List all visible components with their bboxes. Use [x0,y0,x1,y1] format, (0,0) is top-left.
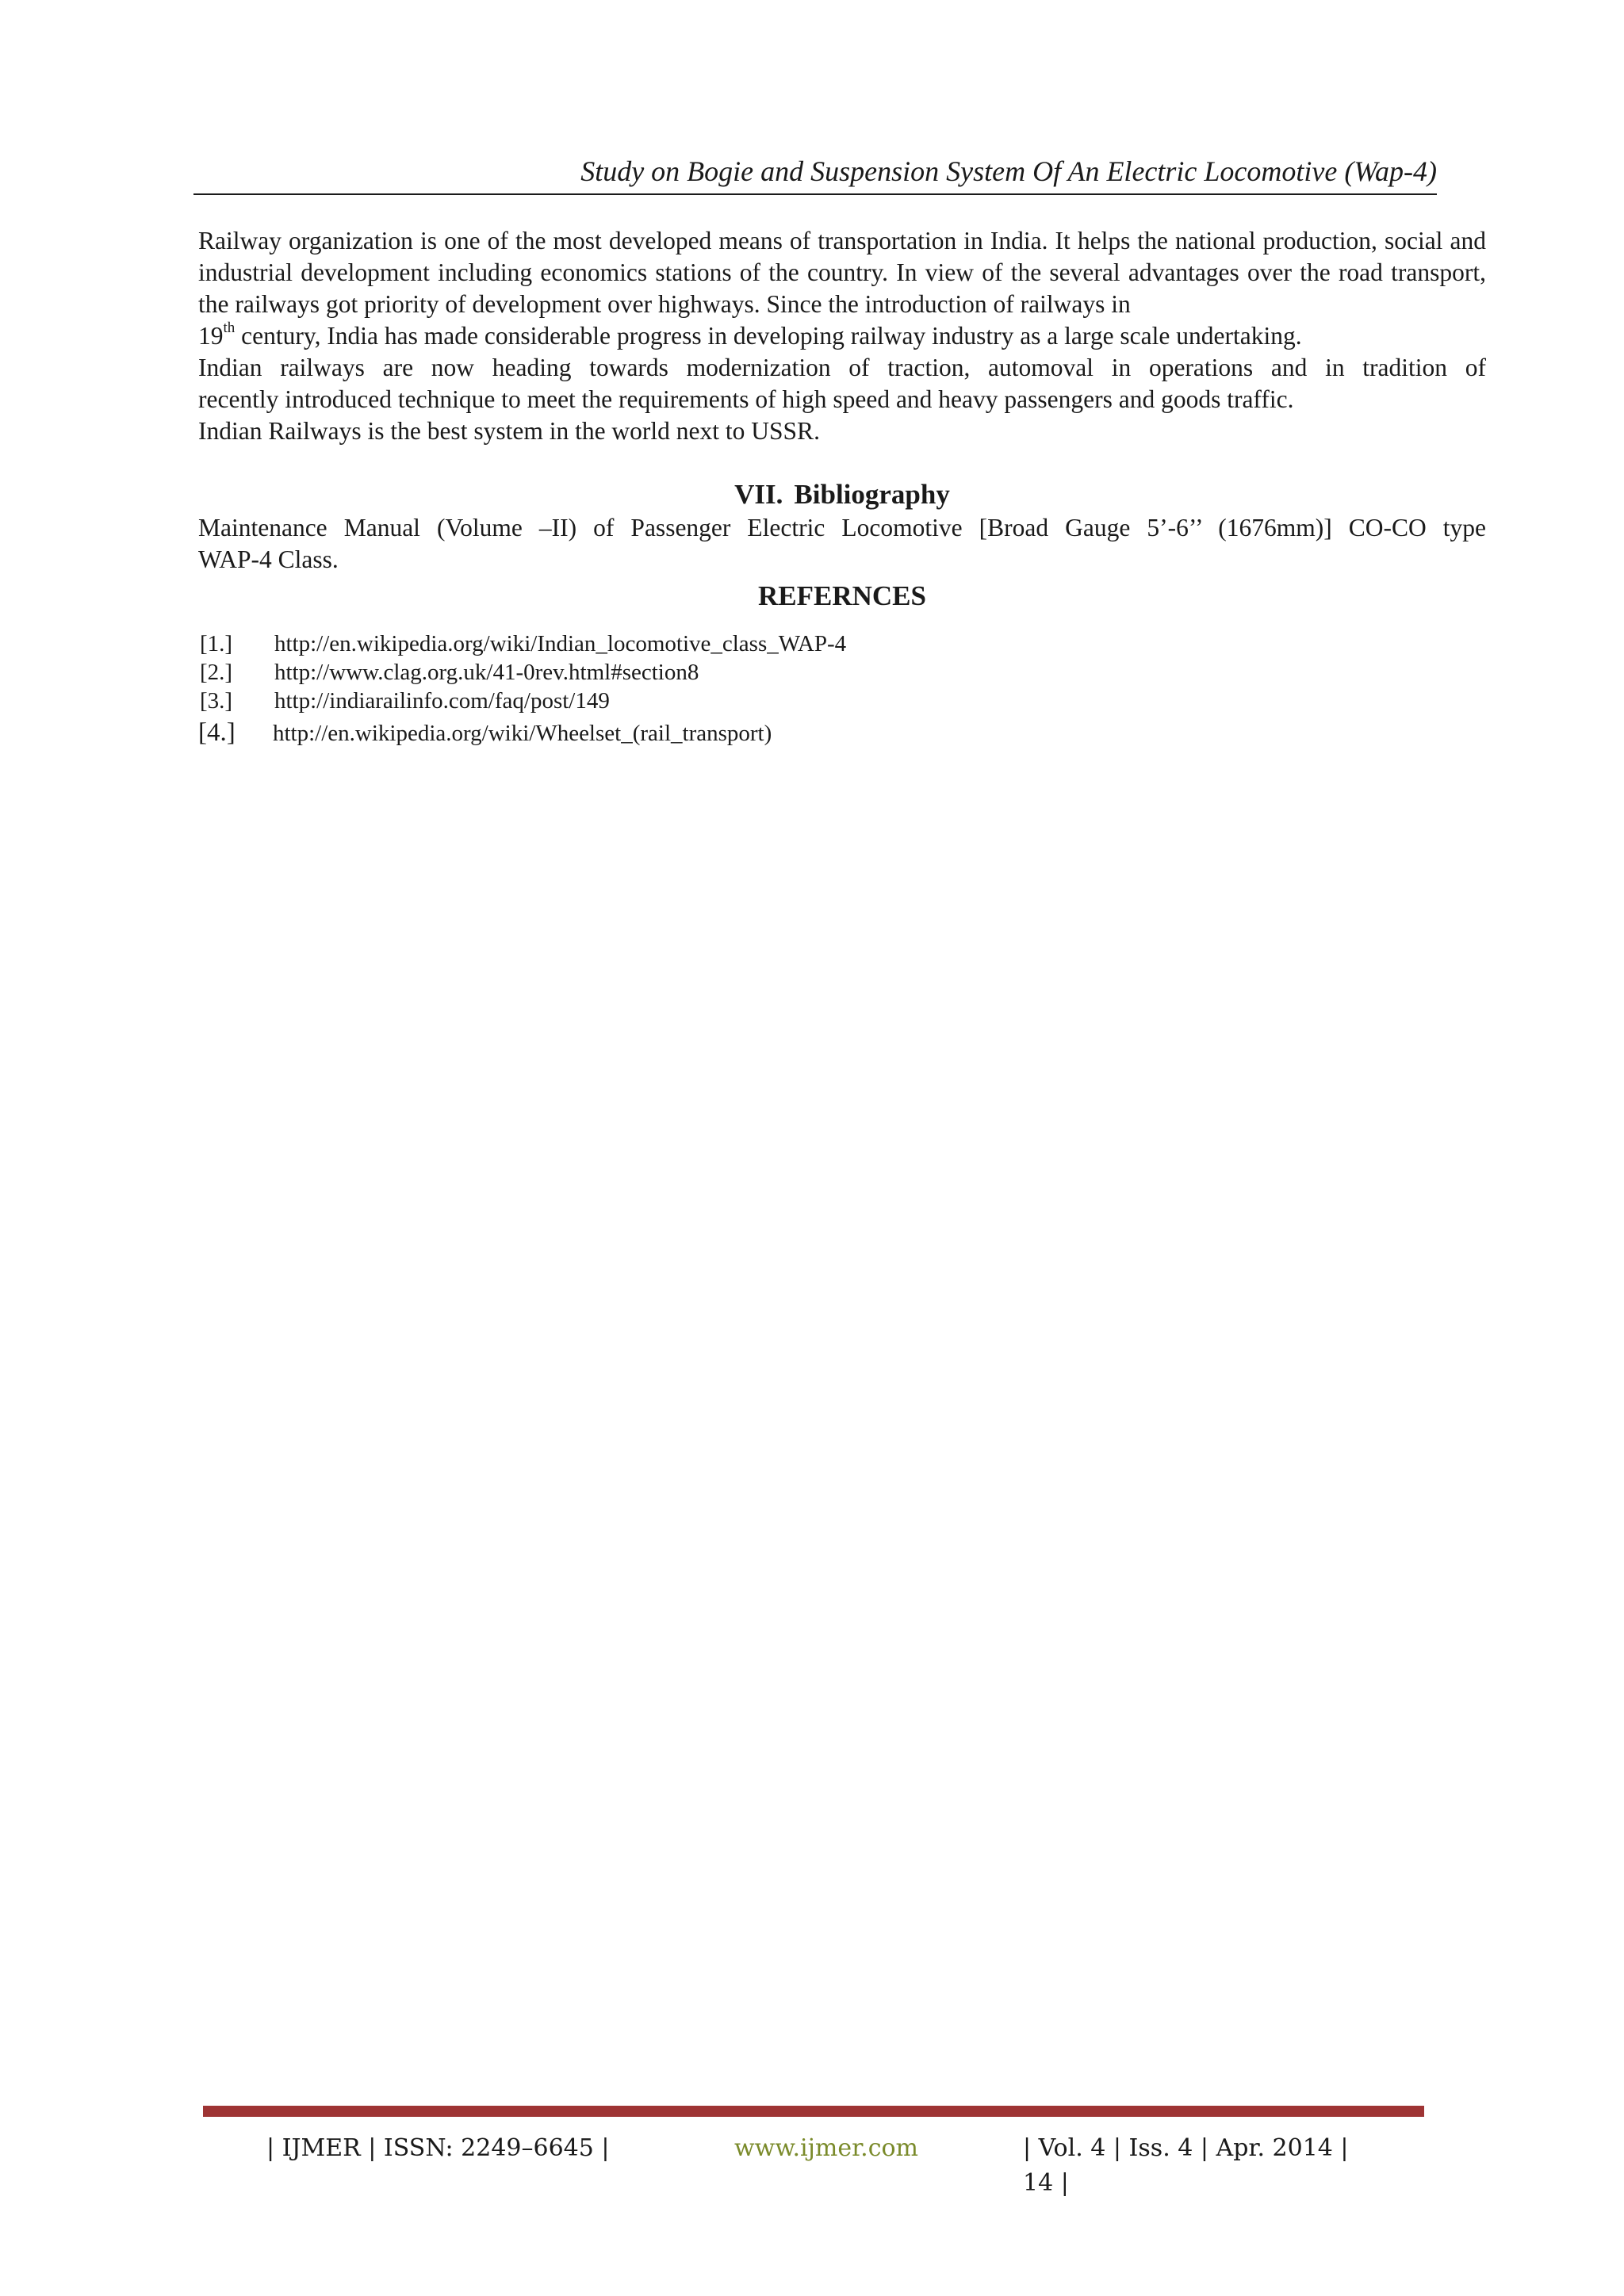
page-body [198,225,1486,748]
footer-website-link[interactable]: www.ijmer.com [734,2134,919,2162]
reference-list [198,629,1486,748]
reference-item [198,629,1486,658]
footer-journal-info: | IJMER | ISSN: 2249–6645 | [266,2134,610,2162]
reference-number: [3.] [200,688,233,714]
intro-p1-text: Railway organization is one of the most developed means of transportation in India. It helps the national production, social and industrial development including economics stations of the country. In view of the several advantages over the road transport, the railways got priority of development over highways. Since the introduction of railways in [198,227,1486,318]
intro-paragraph-1 [198,225,1486,352]
intro-p2-text: Indian railways are now heading towards modernization of traction, automoval in operations and in tradition of [198,354,1486,381]
bibliography-heading [198,477,1486,512]
intro-p1-num: 19 [198,322,224,350]
reference-link[interactable]: http://indiarailinfo.com/faq/post/149 [274,688,610,714]
intro-p2-tail: recently introduced technique to meet the requirements of high speed and heavy passengers and goods traffic. [198,385,1294,413]
header-rule [193,193,1437,195]
reference-link[interactable]: http://en.wikipedia.org/wiki/Indian_locomotive_class_WAP-4 [274,631,847,656]
reference-item [198,718,1486,748]
intro-paragraph-3: Indian Railways is the best system in the world next to USSR. [198,417,820,445]
intro-paragraph-2 [198,352,1486,415]
reference-number: [1.] [200,631,233,656]
bibliography-text [198,512,1486,576]
reference-link[interactable]: http://en.wikipedia.org/wiki/Wheelset_(rail_transport) [273,721,772,746]
section-title: Bibliography [794,479,950,510]
reference-number: [4.] [198,718,236,747]
references-heading: REFERNCES [758,580,926,611]
footer-volume-info: | Vol. 4 | Iss. 4 | Apr. 2014 | 14 | [1023,2134,1349,2197]
reference-number: [2.] [200,660,233,685]
bibliography-line-2: WAP-4 Class. [198,545,339,573]
page-footer [266,2131,1377,2197]
reference-item [198,658,1486,687]
footer-bar [203,2106,1424,2117]
reference-link[interactable]: http://www.clag.org.uk/41-0rev.html#section8 [274,660,699,685]
bibliography-line-1: Maintenance Manual (Volume –II) of Passenger Electric Locomotive [Broad Gauge 5’-6’’ (1676mm)] CO-CO type [198,514,1486,541]
running-header: Study on Bogie and Suspension System Of An Electric Locomotive (Wap-4) [580,155,1437,187]
section-number: VII. [734,479,783,510]
superscript-th: th [223,319,236,336]
reference-item [198,687,1486,715]
intro-p1-tail: century, India has made considerable progress in developing railway industry as a large scale undertaking. [235,322,1302,350]
